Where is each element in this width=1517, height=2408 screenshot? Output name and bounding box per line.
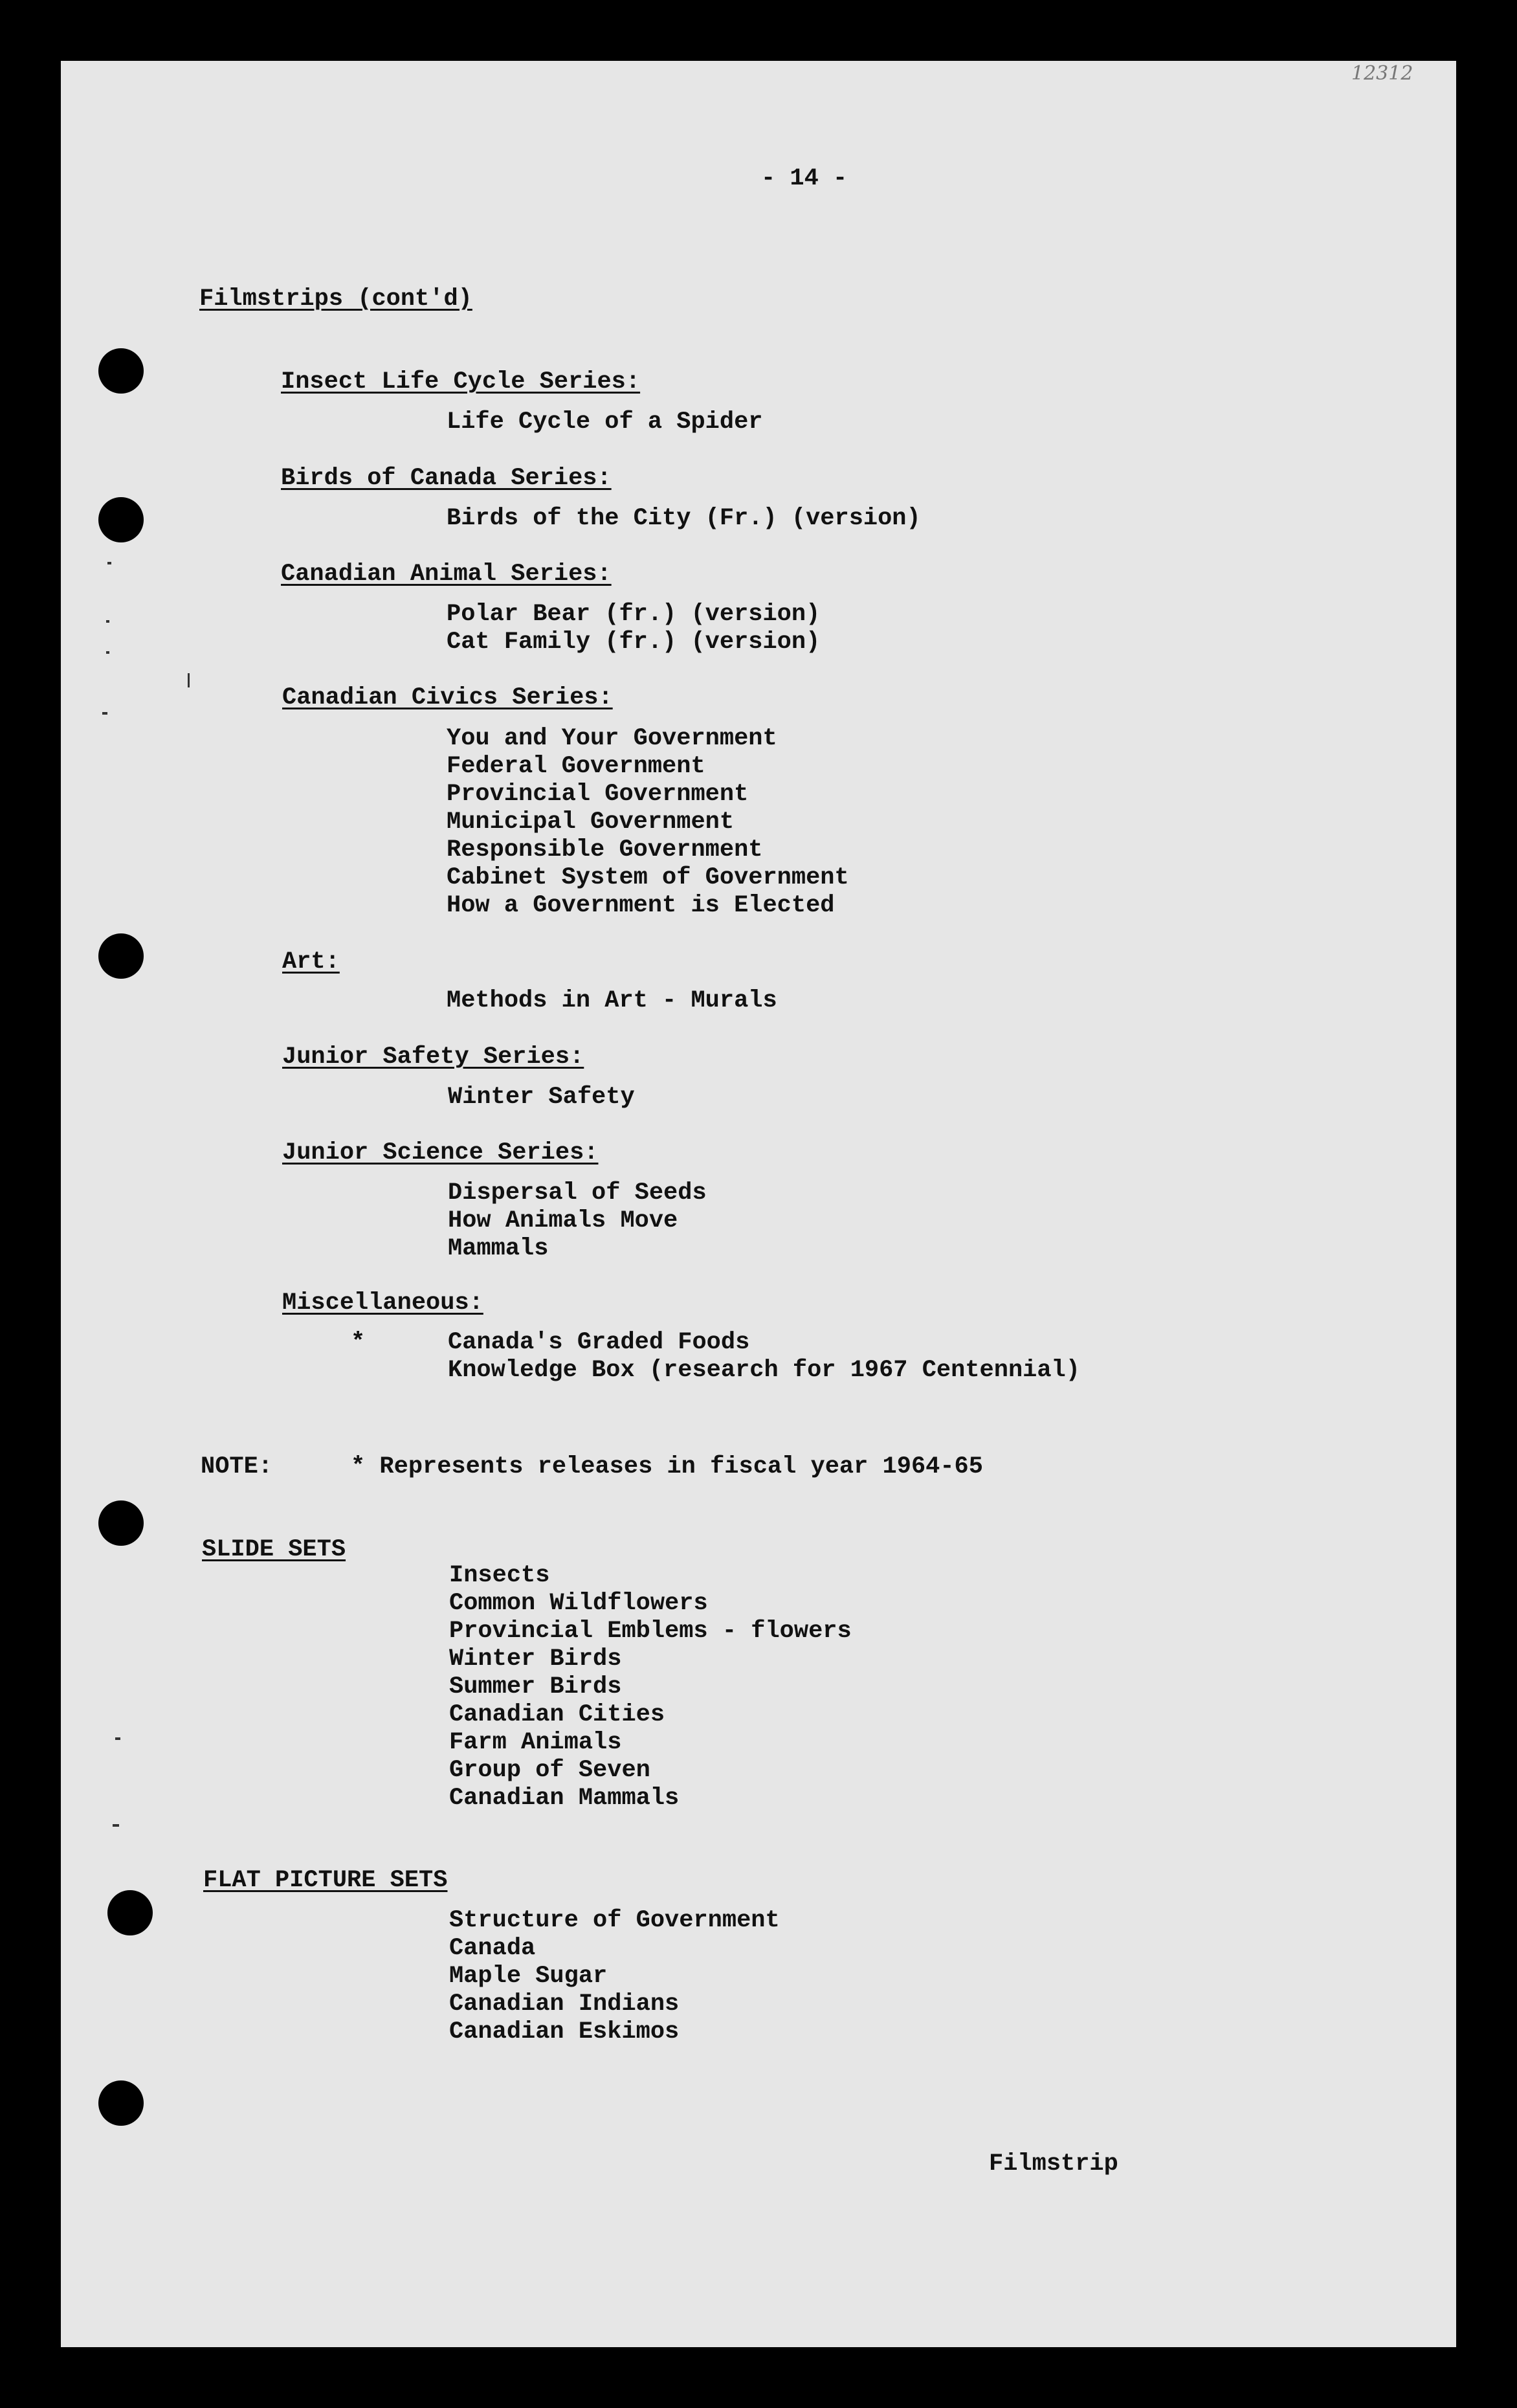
list-item: Canadian Indians [449,1990,680,2018]
series-heading-canadian-animal: Canadian Animal Series: [281,561,612,588]
list-item: Canadian Eskimos [449,2018,680,2046]
punch-hole [98,1500,144,1546]
list-item: Methods in Art - Murals [447,987,777,1014]
release-marker-asterisk: * [351,1329,366,1356]
list-item: Canadian Cities [449,1701,665,1728]
section-title: Filmstrips (cont'd) [199,285,472,313]
list-item: Federal Government [447,753,705,780]
series-items-birds-of-canada [447,505,921,533]
continuation-word: Filmstrip [989,2150,1118,2178]
list-item: Dispersal of Seeds [448,1179,707,1207]
list-item: Farm Animals [449,1729,622,1756]
series-heading-canadian-civics: Canadian Civics Series: [282,684,613,711]
list-item: Canada's Graded Foods [448,1329,750,1356]
list-item: Maple Sugar [449,1963,608,1990]
list-item: Life Cycle of a Spider [447,408,763,436]
list-item: Canada [449,1935,536,1962]
page-number: - 14 - [761,165,848,192]
list-item: How Animals Move [448,1207,678,1234]
scan-speck [113,1824,119,1827]
list-item: Cat Family (fr.) (version) [447,629,821,656]
slide-sets-list [449,1562,852,1812]
series-items-canadian-civics [447,725,849,920]
series-items-canadian-animal [447,601,820,656]
punch-hole [98,2080,144,2126]
series-heading-insect-life-cycle: Insect Life Cycle Series: [281,368,641,396]
series-items-miscellaneous [448,1329,1080,1385]
list-item: How a Government is Elected [447,892,835,919]
note-text: * Represents releases in fiscal year 1964-65 [351,1453,983,1480]
list-item: Responsible Government [447,836,763,864]
series-items-insect-life-cycle [447,408,762,436]
flat-picture-sets-list [449,1907,780,2046]
scan-speck [106,620,109,623]
slide-sets-heading: SLIDE SETS [202,1536,346,1563]
punch-hole [98,497,144,542]
series-heading-art: Art: [282,948,340,975]
list-item: Winter Safety [448,1084,635,1111]
list-item: Canadian Mammals [449,1785,680,1812]
note-label: NOTE: [201,1453,273,1480]
series-heading-birds-of-canada: Birds of Canada Series: [281,465,612,492]
list-item: Insects [449,1562,550,1589]
list-item: Provincial Emblems - flowers [449,1618,852,1645]
punch-hole [98,348,144,394]
list-item: You and Your Government [447,725,777,752]
handwritten-corner-note: 12312 [1351,62,1413,85]
series-items-junior-safety [448,1084,635,1111]
list-item: Group of Seven [449,1757,650,1784]
list-item: Common Wildflowers [449,1590,708,1617]
list-item: Provincial Government [447,781,749,808]
scan-speck [107,562,111,564]
list-item: Birds of the City (Fr.) (version) [447,505,921,532]
list-item: Municipal Government [447,808,735,836]
series-items-art [447,987,777,1015]
list-item: Winter Birds [449,1645,622,1673]
series-heading-junior-safety: Junior Safety Series: [282,1043,584,1071]
flat-picture-sets-heading: FLAT PICTURE SETS [203,1867,448,1894]
series-heading-junior-science: Junior Science Series: [282,1139,599,1166]
list-item: Summer Birds [449,1673,622,1700]
list-item: Knowledge Box (research for 1967 Centennial) [448,1357,1080,1384]
list-item: Mammals [448,1235,549,1262]
scan-speck [106,651,109,654]
list-item: Structure of Government [449,1907,780,1934]
list-item: Cabinet System of Government [447,864,849,891]
punch-hole [107,1890,153,1935]
series-heading-miscellaneous: Miscellaneous: [282,1289,483,1317]
scan-speck [102,712,107,715]
scan-speck [115,1737,120,1740]
list-item: Polar Bear (fr.) (version) [447,601,821,628]
punch-hole [98,933,144,979]
series-items-junior-science [448,1179,707,1263]
scan-speck [188,673,190,687]
